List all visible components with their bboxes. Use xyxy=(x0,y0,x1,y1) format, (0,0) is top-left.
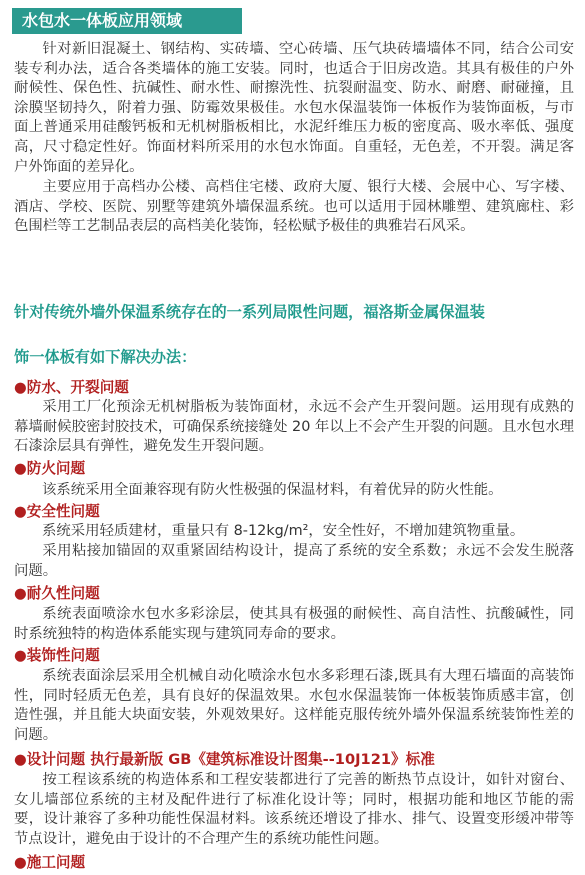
bullet-icon: ● xyxy=(14,460,27,477)
section-title-design: ●设计问题 执行最新版 GB《建筑标准设计图集--10J121》标准 xyxy=(14,751,435,768)
bullet-icon: ● xyxy=(14,585,27,602)
section-title-waterproof: ●防水、开裂问题 xyxy=(14,379,129,396)
section-title-construction: ●施工问题 xyxy=(14,854,86,871)
solution-headline-line-1: 针对传统外墙外保温系统存在的一系列局限性问题，福洛斯金属保温装 xyxy=(14,303,485,321)
bullet-icon: ● xyxy=(14,647,27,664)
section-title-decorative: ●装饰性问题 xyxy=(14,647,100,664)
section-paragraph: 采用工厂化预涂无机树脂板为装饰面材，永远不会产生开裂问题。运用现有成熟的幕墙耐候胶密封胶技术，可确保系统接缝处 20 年以上不会产生开裂的问题。且水包水理石漆涂层具有弹性，避免发生开裂问题。 xyxy=(14,399,574,455)
page-title: 水包水一体板应用领域 xyxy=(22,11,183,30)
section-title-fireproof: ●防火问题 xyxy=(14,460,86,477)
section-title-durability: ●耐久性问题 xyxy=(14,585,100,602)
section-paragraph: 系统表面涂层采用全机械自动化喷涂水包水多彩理石漆,既具有大理石墙面的高装饰性，同时轻质无色差，具有良好的保温效果。水包水保温装饰一体板装饰质感丰富，创造性强，并且能大块面安装，外观效果好。这样能克服传统外墙外保温系统装饰性差的问题。 xyxy=(14,668,574,743)
section-title-bar xyxy=(12,8,242,34)
section-paragraph: 系统采用轻质建材，重量只有 8-12kg/m²，安全性好，不增加建筑物重量。 xyxy=(42,523,525,539)
bullet-icon: ● xyxy=(14,751,27,768)
solution-headline-line-2: 饰一体板有如下解决办法： xyxy=(14,348,197,366)
section-title-safety: ●安全性问题 xyxy=(14,503,100,520)
bullet-icon: ● xyxy=(14,379,27,396)
section-paragraph: 按工程该系统的构造体系和工程安装都进行了完善的断热节点设计，如针对窗台、女儿墙部位系统的主材及配件进行了标准化设计等；同时，根据功能和地区节能的需要，设计兼容了多种功能性保温材料。该系统还增设了排水、排气、设置变形缓冲带等节点设计，避免由于设计的不合理产生的系统功能性问题。 xyxy=(14,772,574,847)
section-paragraph: 采用粘接加锚固的双重紧固结构设计，提高了系统的安全系数；永远不会发生脱落问题。 xyxy=(14,543,574,579)
bullet-icon: ● xyxy=(14,854,27,871)
bullet-icon: ● xyxy=(14,503,27,520)
section-paragraph: 该系统采用全面兼容现有防火性极强的保温材料，有着优异的防火性能。 xyxy=(42,482,503,498)
section-paragraph: 系统表面喷涂水包水多彩涂层，使其具有极强的耐候性、高自洁性、抗酸碱性，同时系统独特的构造体系能实现与建筑同寿命的要求。 xyxy=(14,606,574,642)
intro-paragraph-1: 针对新旧混凝土、钢结构、实砖墙、空心砖墙、压气块砖墙墙体不同，结合公司安装专利办法，适合各类墙体的施工安装。同时，也适合于旧房改造。其具有极佳的户外耐候性、保色性、抗碱性、耐水性、耐擦洗性、抗裂耐温变、防水、耐磨、耐碰撞，且涂膜坚韧持久，附着力强、防霉效果极佳。水包水保温装饰一体板作为装饰面板，与市面上普通采用硅酸钙板和无机树脂板相比，水泥纤维压力板的密度高、吸水率低、强度高，尺寸稳定性好。饰面材料所采用的水包水饰面。自重轻，无色差，不开裂。满足客户外饰面的差异化。 xyxy=(14,41,574,175)
intro-paragraph-2: 主要应用于高档办公楼、高档住宅楼、政府大厦、银行大楼、会展中心、写字楼、酒店、学校、医院、别墅等建筑外墙保温系统。也可以适用于园林雕塑、建筑廊柱、彩色围栏等工艺制品表层的高档美化装饰，轻松赋予极佳的典雅岩石风采。 xyxy=(14,179,574,235)
